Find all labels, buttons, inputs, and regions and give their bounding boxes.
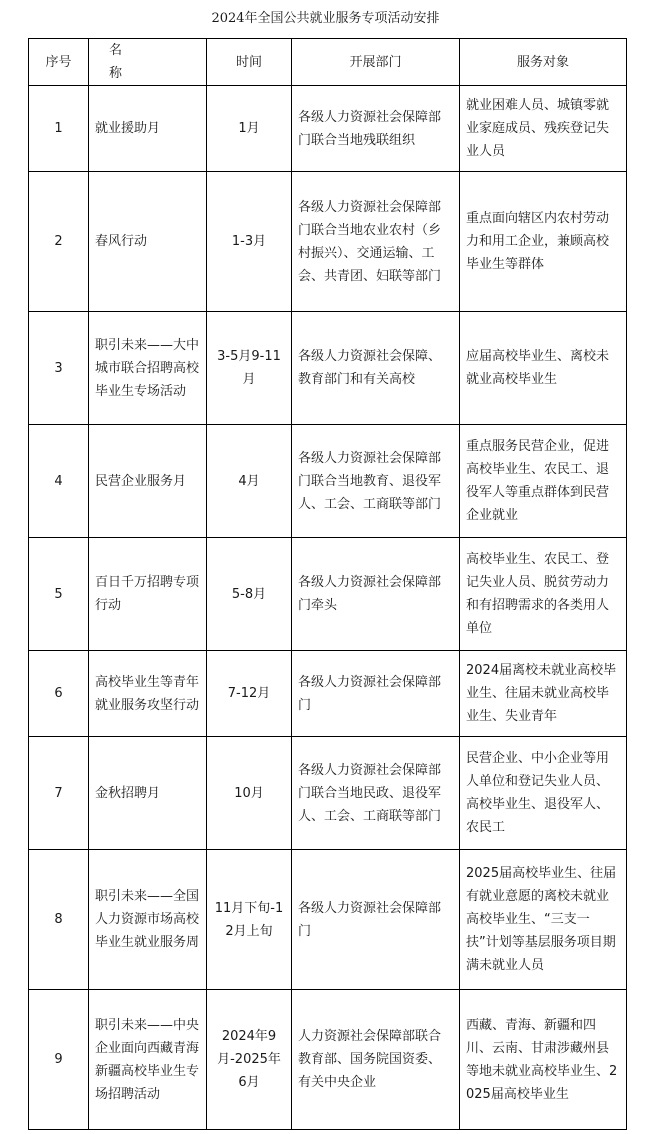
row-name: 金秋招聘月 [89, 737, 207, 850]
activity-schedule-table [28, 38, 627, 1130]
row-time: 5-8月 [207, 538, 292, 651]
row-name: 就业援助月 [89, 86, 207, 172]
header-name [89, 39, 207, 86]
page-title: 2024年全国公共就业服务专项活动安排 [211, 11, 440, 26]
row-target: 应届高校毕业生、离校未就业高校毕业生 [460, 312, 627, 425]
row-time: 7-12月 [207, 651, 292, 737]
row-time: 10月 [207, 737, 292, 850]
header-dept: 开展部门 [292, 39, 460, 86]
row-target: 重点面向辖区内农村劳动力和用工企业，兼顾高校毕业生等群体 [460, 172, 627, 312]
table-row [29, 312, 627, 425]
table-row [29, 172, 627, 312]
row-index: 6 [29, 651, 89, 737]
row-target: 民营企业、中小企业等用人单位和登记失业人员、高校毕业生、退役军人、农民工 [460, 737, 627, 850]
row-name: 春风行动 [89, 172, 207, 312]
row-target: 西藏、青海、新疆和四川、云南、甘肃涉藏州县等地未就业高校毕业生、2025届高校毕业生 [460, 990, 627, 1130]
table-row [29, 425, 627, 538]
row-name: 高校毕业生等青年就业服务攻坚行动 [89, 651, 207, 737]
table-row [29, 850, 627, 990]
row-name: 民营企业服务月 [89, 425, 207, 538]
row-index: 2 [29, 172, 89, 312]
table-row [29, 86, 627, 172]
row-index: 4 [29, 425, 89, 538]
table-row [29, 737, 627, 850]
row-index: 5 [29, 538, 89, 651]
header-time: 时间 [207, 39, 292, 86]
row-dept: 各级人力资源社会保障部门联合当地农业农村（乡村振兴）、交通运输、工会、共青团、妇联等部门 [292, 172, 460, 312]
row-time: 4月 [207, 425, 292, 538]
row-dept: 各级人力资源社会保障部门联合当地教育、退役军人、工会、工商联等部门 [292, 425, 460, 538]
row-name: 百日千万招聘专项行动 [89, 538, 207, 651]
row-dept: 各级人力资源社会保障部门联合当地残联组织 [292, 86, 460, 172]
row-target: 2024届离校未就业高校毕业生、往届未就业高校毕业生、失业青年 [460, 651, 627, 737]
header-name-char-2: 称 [109, 66, 123, 81]
table-header-row [29, 39, 627, 86]
header-index: 序号 [29, 39, 89, 86]
row-name: 职引未来——大中城市联合招聘高校毕业生专场活动 [89, 312, 207, 425]
row-name: 职引未来——全国人力资源市场高校毕业生就业服务周 [89, 850, 207, 990]
row-index: 1 [29, 86, 89, 172]
row-time: 1月 [207, 86, 292, 172]
row-target: 就业困难人员、城镇零就业家庭成员、残疾登记失业人员 [460, 86, 627, 172]
row-index: 8 [29, 850, 89, 990]
row-index: 3 [29, 312, 89, 425]
row-time: 1-3月 [207, 172, 292, 312]
row-target: 重点服务民营企业，促进高校毕业生、农民工、退役军人等重点群体到民营企业就业 [460, 425, 627, 538]
row-index: 9 [29, 990, 89, 1130]
row-time: 2024年9月-2025年6月 [207, 990, 292, 1130]
table-row [29, 651, 627, 737]
header-name-char-1: 名 [109, 43, 123, 58]
row-dept: 各级人力资源社会保障部门联合当地民政、退役军人、工会、工商联等部门 [292, 737, 460, 850]
row-time: 3-5月9-11月 [207, 312, 292, 425]
row-target: 高校毕业生、农民工、登记失业人员、脱贫劳动力和有招聘需求的各类用人单位 [460, 538, 627, 651]
row-index: 7 [29, 737, 89, 850]
row-dept: 人力资源社会保障部联合教育部、国务院国资委、有关中央企业 [292, 990, 460, 1130]
row-target: 2025届高校毕业生、往届有就业意愿的离校未就业高校毕业生、“三支一扶”计划等基层服务项目期满未就业人员 [460, 850, 627, 990]
row-dept: 各级人力资源社会保障、教育部门和有关高校 [292, 312, 460, 425]
table-row [29, 538, 627, 651]
row-time: 11月下旬-12月上旬 [207, 850, 292, 990]
header-target: 服务对象 [460, 39, 627, 86]
table-row [29, 990, 627, 1130]
row-dept: 各级人力资源社会保障部门 [292, 850, 460, 990]
row-name: 职引未来——中央企业面向西藏青海新疆高校毕业生专场招聘活动 [89, 990, 207, 1130]
row-dept: 各级人力资源社会保障部门 [292, 651, 460, 737]
row-dept: 各级人力资源社会保障部门牵头 [292, 538, 460, 651]
